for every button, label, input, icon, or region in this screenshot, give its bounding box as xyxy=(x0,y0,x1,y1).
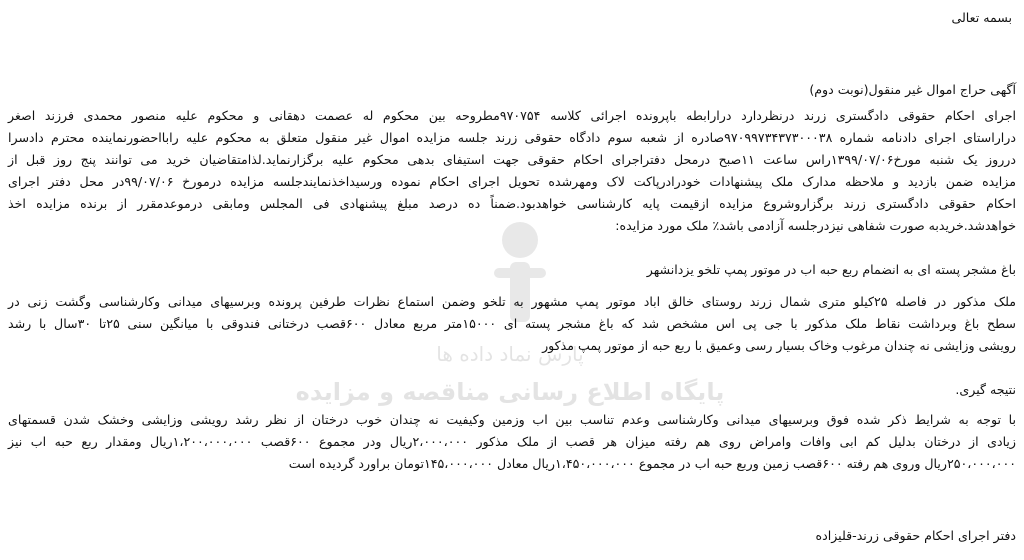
notice-title: آگهی حراج اموال غیر منقول(نوبت دوم) xyxy=(809,82,1016,97)
paragraph-line: اجرای احکام حقوقی دادگستری زرند درنظردارد درارابطه باپرونده اجرائی کلاسه ۹۷۰۷۵۴مطروحه بین محکوم له عصمت دهقانی و محکوم علیه منصور محمدی فرزند اصغر xyxy=(8,108,1016,123)
watermark-subtitle: پارس نماد داده ها xyxy=(436,342,584,366)
result-heading: نتیجه گیری. xyxy=(955,382,1016,397)
paragraph-line: درروز یک شنبه مورخ۱۳۹۹/۰۷/۰۶راس ساعت ۱۱صبح درمحل دفتراجرای احکام حقوقی جهت استیفای بدهی محکوم علیه برگزارنماید.لذامتقاضیان خرید می توانند پنج روز قبل از xyxy=(8,152,1016,167)
paragraph-line: ملک مذکور در فاصله ۲۵کیلو متری شمال زرند روستای خالق اباد موتور پمپ مشهور به تلخو وضمن استماع نظرات طرفین پرونده وبرسیهای میدانی وکارشناسی وگشت زنی در xyxy=(8,294,1016,309)
paragraph-line: احکام حقوقی دادگستری زرند برگزاروشروع مزایده ازقیمت پایه کارشناسی خواهدبود.ضمناً ده درصد مبلغ پیشنهادی فی المجلس ومابقی درموعدمقرر از برنده مزایده اخذ xyxy=(8,196,1016,211)
footer-signature: دفتر اجرای احکام حقوقی زرند-قلیزاده xyxy=(815,528,1016,543)
paragraph-line: ۲۵۰،۰۰۰،۰۰۰ریال وروی هم رفته ۶۰۰قصب زمین وربع حبه اب در مجموع ۱،۴۵۰،۰۰۰،۰۰۰ریال معادل ۱۴۵،۰۰۰،۰۰۰تومان براورد گردیده است xyxy=(288,456,1016,471)
paragraph-line: با توجه به شرایط ذکر شده فوق وبرسیهای میدانی وکارشناسی وعدم تناسب بین اب وزمین وکیفیت نه چندان خوب درختان از نظر رشد رویشی وزایشی وخشک شدن قسمتهای xyxy=(8,412,1016,427)
paragraph-line: مزایده ضمن بازدید و ملاحظه مدارک ملک پیشنهادات خودرادرپاکت لاک ومهرشده تحویل اجرای احکام نموده ورسیداخذنمایندجلسه مزایده درمورخ ۹۹/۰۷/۰۶در محل دفتر اجرای xyxy=(8,174,1016,189)
bismillah-heading: بسمه تعالی xyxy=(951,10,1012,25)
paragraph-line: خواهدشد.خریدبه صورت شفاهی نیزدرجلسه آزادمی باشد٪ ملک مورد مزایده: xyxy=(615,218,1016,233)
watermark-title: پایگاه اطلاع رسانی مناقصه و مزایده xyxy=(295,378,725,406)
paragraph-line: دراراستای اجرای دادنامه شماره ۹۷۰۹۹۷۳۴۳۷۳۰۰۰۳۸صادره از شعبه سوم دادگاه حقوقی زرند جلسه مزایده اموال غیر منقول متعلق به محکوم علیه رابااحضورنماینده محترم دادسرا xyxy=(8,130,1016,145)
paragraph-line: سطح باغ وبرداشت نقاط ملک مذکور با جی پی اس مشخص شد که باغ مشجر پسته ای ۱۵۰۰۰متر مربع معادل ۶۰۰قصب درختانی فندوقی با میانگین سنی ۲۵تا ۳۰سال با رشد xyxy=(8,316,1016,331)
paragraph-line: رویشی وزایشی نه چندان مرغوب وخاک بسیار رسی وعمیق با ربع حبه از موتور پمپ مذکور xyxy=(542,338,1016,353)
paragraph-line: زیادی از درختان بدلیل کم ابی وافات وامراض روی هم رفته میزان هر قصب از ملک مذکور ۲،۰۰۰،۰۰۰ریال ودر مجموع ۶۰۰قصب ۱،۲۰۰،۰۰۰،۰۰۰ریال ومقدار ربع حبه اب نیز xyxy=(8,434,1017,449)
property-heading: باغ مشجر پسته ای به انضمام ربع حبه اب در موتور پمپ تلخو یزدانشهر xyxy=(646,262,1016,277)
